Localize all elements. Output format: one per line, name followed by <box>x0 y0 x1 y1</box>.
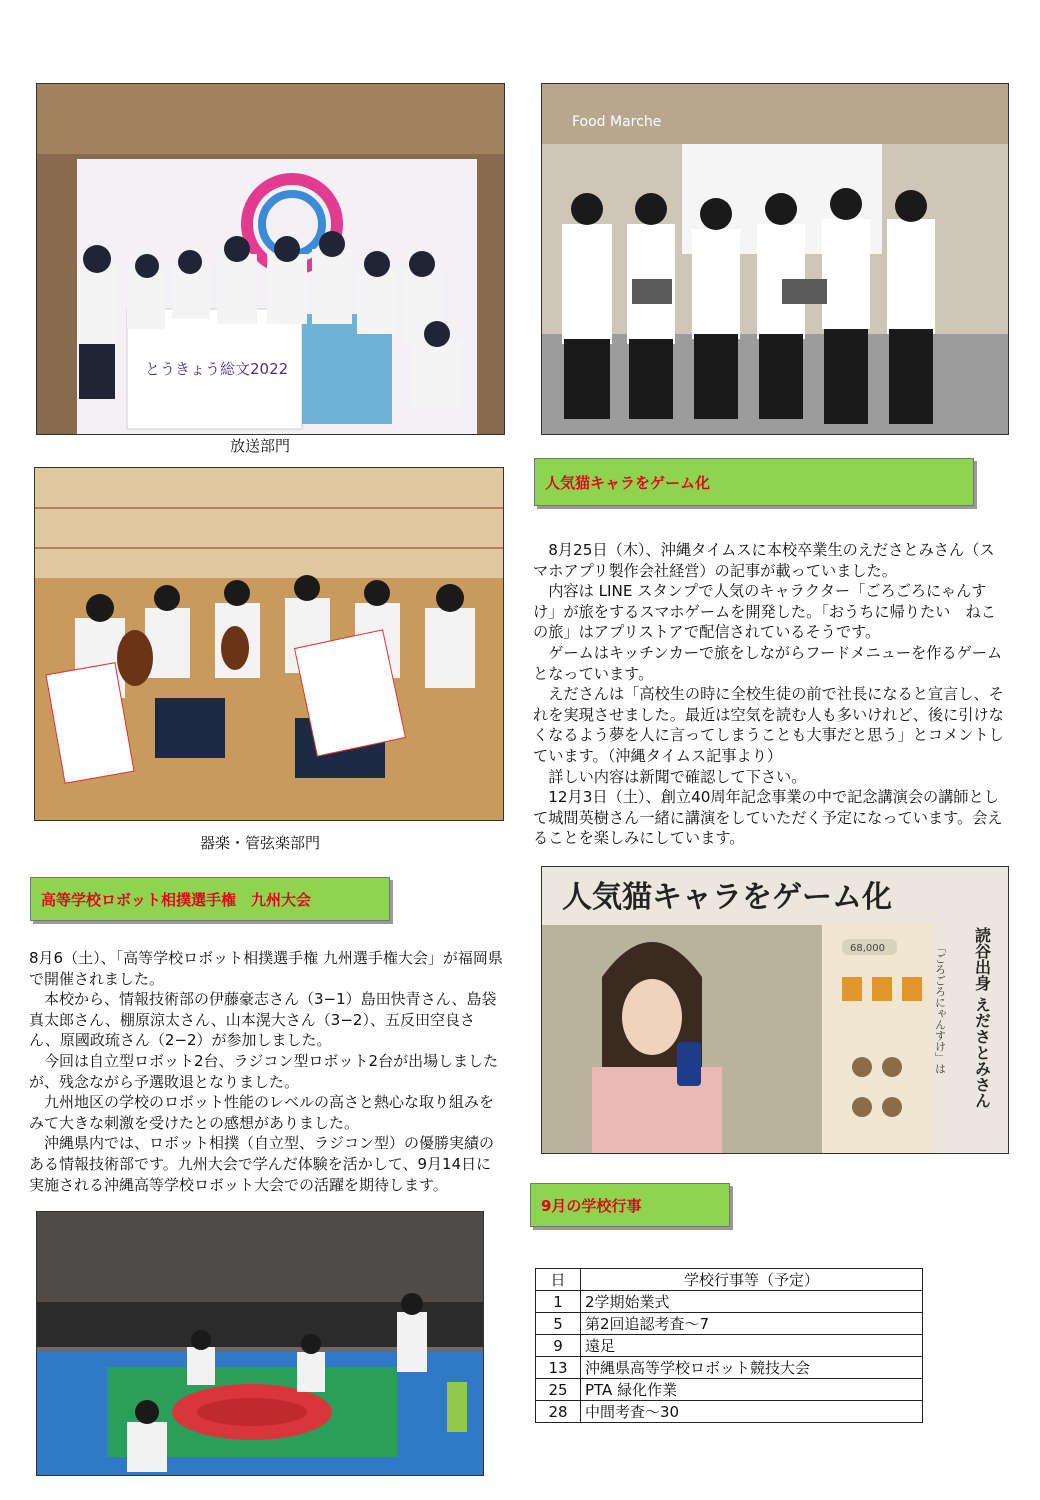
schedule-day: 28 <box>536 1401 581 1423</box>
newspaper-vertical-name: 読谷出身 えださとみさん <box>972 927 992 1109</box>
schedule-header-event: 学校行事等（予定） <box>581 1269 923 1291</box>
schedule-event: 中間考査〜30 <box>581 1401 923 1423</box>
schedule-day: 9 <box>536 1335 581 1357</box>
schedule-row <box>536 1291 923 1313</box>
newspaper-headline: 人気猫キャラをゲーム化 <box>562 880 892 915</box>
food-marche-sign: Food Marche <box>572 114 662 130</box>
heading-schedule: 9月の学校行事 <box>530 1183 730 1227</box>
caption-orchestra: 器楽・管弦楽部門 <box>199 834 320 852</box>
photo-broadcast-team <box>36 83 505 435</box>
schedule-header-row <box>536 1269 923 1291</box>
cat-article-paragraph: 詳しい内容は新聞で確認して下さい。 <box>533 767 807 786</box>
schedule-row <box>536 1379 923 1401</box>
schedule-event: 沖縄県高等学校ロボット競技大会 <box>581 1357 923 1379</box>
robot-article-paragraph: 8月6（土）、「高等学校ロボット相撲選手権 九州選手権大会」が福岡県で開催されました。 <box>29 949 503 988</box>
photo-orchestra <box>34 467 504 821</box>
photo-robot-team <box>541 83 1009 435</box>
cat-article-paragraph: ゲームはキッチンカーで旅をしながらフードメニューを作るゲームとなっています。 <box>533 643 1003 683</box>
schedule-day: 25 <box>536 1379 581 1401</box>
cat-article-paragraph: 内容は LINE スタンプで人気のキャラクター「ごろごろにゃんすけ」が旅をするスマホゲームを開発した。「おうちに帰りたい ねこの旅」はアプリストアで配信されているそうです。 <box>533 582 996 642</box>
robot-article-paragraph: 九州地区の学校のロボット性能のレベルの高さと熱心な取り組みをみて大きな刺激を受けたとの感想がありました。 <box>29 1093 495 1132</box>
caption-broadcast: 放送部門 <box>229 437 290 455</box>
robot-article-paragraph: 本校から、情報技術部の伊藤豪志さん（3−1）島田快青さん、島袋真太郎さん、棚原涼太さん、山本滉大さん（3−2）、五反田空良さん、原國政琉さん（2−2）が参加しました。 <box>29 990 497 1050</box>
cat-article-paragraph: 8月25日（木）、沖縄タイムスに本校卒業生のえださとみさん（スマホアプリ製作会社経営）の記事が載っていました。 <box>533 541 995 580</box>
newspaper-side-text: 「ごろごろにゃんすけ」は <box>933 942 947 1074</box>
schedule-header-day: 日 <box>536 1269 581 1291</box>
robot-article-paragraph: 沖縄県内では、ロボット相撲（自立型、ラジコン型）の優勝実績のある情報技術部です。九州大会で学んだ体験を活かして、9月14日に実施される沖縄高等学校ロボット大会での活躍を期待します。 <box>29 1134 495 1194</box>
robot-article-paragraph: 今回は自立型ロボット2台、ラジコン型ロボット2台が出場しましたが、残念ながら予選敗退となりました。 <box>29 1051 499 1091</box>
schedule-event: 第2回追認考査〜7 <box>581 1313 923 1335</box>
schedule-day: 13 <box>536 1357 581 1379</box>
schedule-row <box>536 1335 923 1357</box>
photo-robot-sumo <box>36 1211 484 1476</box>
cat-article-body <box>533 540 1008 849</box>
robot-article-body <box>29 948 505 1195</box>
broadcast-sign-text: とうきょう総文2022 <box>145 360 289 378</box>
cat-article-paragraph: 12月3日（土）、創立40周年記念事業の中で記念講演会の講師として城間英樹さん一緒に講演をしていただく予定になっています。会えることを楽しみにしています。 <box>533 788 1003 848</box>
schedule-row <box>536 1401 923 1423</box>
heading-robot-article: 高等学校ロボット相撲選手権 九州大会 <box>30 877 390 921</box>
game-score: 68,000 <box>850 943 885 954</box>
schedule-table <box>535 1268 923 1423</box>
schedule-event: PTA 緑化作業 <box>581 1379 923 1401</box>
schedule-day: 5 <box>536 1313 581 1335</box>
schedule-day: 1 <box>536 1291 581 1313</box>
schedule-row <box>536 1357 923 1379</box>
schedule-event: 2学期始業式 <box>581 1291 923 1313</box>
cat-article-paragraph: えださんは「高校生の時に全校生徒の前で社長になると宣言し、それを実現させました。最近は空気を読む人も多いけれど、後に引けなくなるよう夢を人に言ってしまうことも大事だと思う」とコメントしています。（沖縄タイムス記事より） <box>533 685 1004 765</box>
photo-newspaper-clipping <box>541 866 1009 1154</box>
schedule-event: 遠足 <box>581 1335 923 1357</box>
heading-cat-article: 人気猫キャラをゲーム化 <box>534 458 974 506</box>
schedule-row <box>536 1313 923 1335</box>
